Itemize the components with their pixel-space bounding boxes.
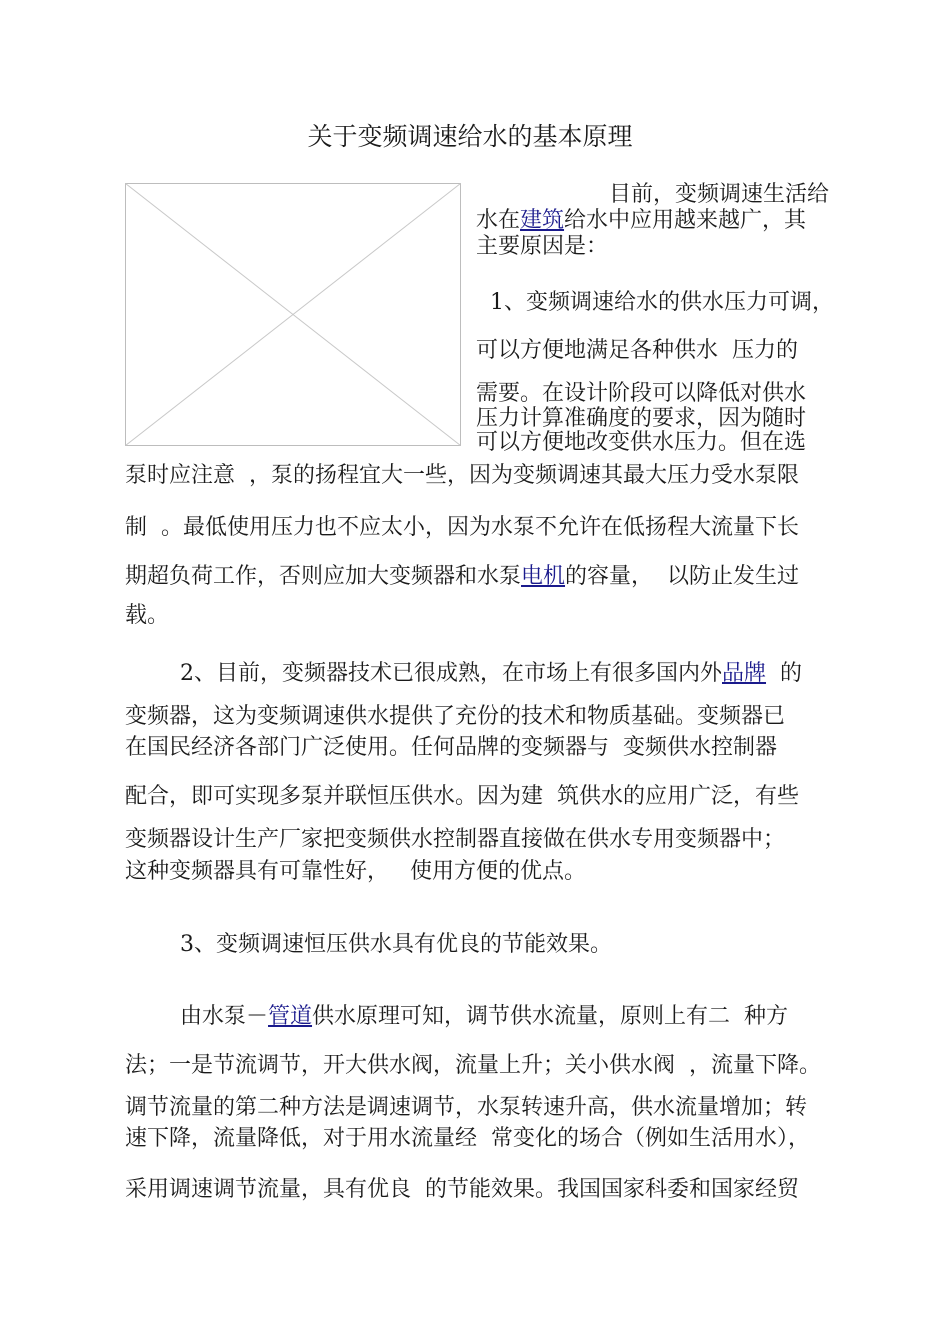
p2-line-7: 制 。最低使用压力也不应太小，因为水泵不允许在低扬程大流量下长 (125, 515, 799, 540)
text-run: 水在 (476, 208, 521, 233)
p3-line-4: 配合，即可实现多泵并联恒压供水。因为建 筑供水的应用广泛，有些 (125, 784, 799, 809)
p2-line-3: 需要。在设计阶段可以降低对供水 (476, 381, 807, 406)
image-placeholder (125, 183, 461, 446)
text-run: 2、目前，变频器技术已很成熟，在市场上有很多国内外 (180, 661, 722, 686)
p5-line-4: 速下降，流量降低，对于用水流量经 常变化的场合（例如生活用水）， (125, 1126, 810, 1151)
page-title: 关于变频调速给水的基本原理 (307, 122, 633, 151)
p3-line-3: 在国民经济各部门广泛使用。任何品牌的变频器与 变频供水控制器 (125, 735, 777, 760)
link-brand[interactable]: 品牌 (722, 661, 767, 686)
p5-line-5: 采用调速调节流量，具有优良 的节能效果。我国国家科委和国家经贸 (125, 1177, 799, 1202)
p2-line-5: 可以方便地改变供水压力。但在选 (476, 430, 807, 455)
p5-line-1 (180, 1002, 788, 1032)
p2-line-4: 压力计算准确度的要求，因为随时 (476, 406, 807, 431)
p3-line-2: 变频器，这为变频调速供水提供了充份的技术和物质基础。变频器已 (125, 704, 786, 729)
text-run: 的 (766, 661, 803, 686)
text-run: 的容量， 以防止发生过 (565, 564, 800, 589)
link-pipeline[interactable]: 管道 (268, 1004, 313, 1029)
p3-line-5: 变频器设计生产厂家把变频供水控制器直接做在供水专用变频器中； (125, 827, 786, 852)
p2-line-9: 载。 (125, 603, 170, 628)
text-run: 供水原理可知，调节供水流量，原则上有二 种方 (312, 1004, 789, 1029)
p2-line-2: 可以方便地满足各种供水 压力的 (476, 338, 798, 363)
text-run: 由水泵－ (180, 1004, 269, 1029)
p3-line-6: 这种变频器具有可靠性好， 使用方便的优点。 (125, 859, 586, 884)
link-building[interactable]: 建筑 (520, 208, 565, 233)
p5-line-3: 调节流量的第二种方法是调速调节，水泵转速升高，供水流量增加；转 (125, 1095, 808, 1120)
p2-line-1: 1、变频调速给水的供水压力可调， (490, 290, 834, 315)
p4-line-1: 3、变频调速恒压供水具有优良的节能效果。 (180, 932, 612, 957)
p2-line-6: 泵时应注意 ，泵的扬程宜大一些，因为变频调速其最大压力受水泵限 (125, 463, 799, 488)
text-run: 给水中应用越来越广，其 (564, 208, 807, 233)
p1-line-3: 主要原因是： (476, 234, 609, 259)
link-motor[interactable]: 电机 (521, 564, 566, 589)
broken-image-placeholder-icon (126, 184, 461, 446)
p1-line-1: 目前，变频调速生活给 (609, 182, 830, 207)
p5-line-2: 法；一是节流调节，开大供水阀，流量上升；关小供水阀 ，流量下降。 (125, 1053, 821, 1078)
text-run: 期超负荷工作，否则应加大变频器和水泵 (125, 564, 522, 589)
p3-line-1 (180, 659, 802, 689)
p2-line-8 (125, 562, 799, 592)
